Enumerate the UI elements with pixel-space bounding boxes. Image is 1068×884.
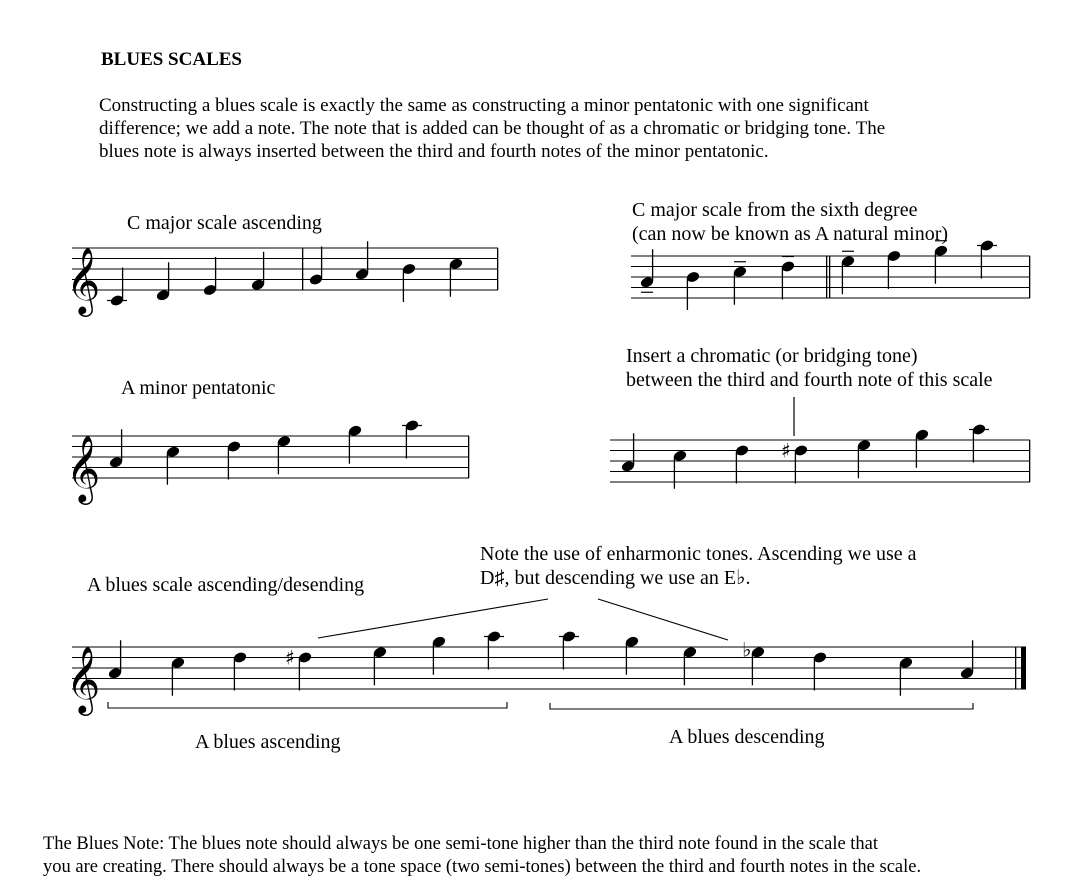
final-barline — [1021, 647, 1026, 689]
label-line: (can now be known as A natural minor) — [632, 223, 949, 245]
staff-pentatonic-with-blue-note — [610, 440, 1030, 482]
barline — [302, 248, 303, 290]
intro-line: blues note is always inserted between the third and fourth notes of the minor pentatonic. — [99, 141, 769, 162]
staff-a-blues-scale — [72, 647, 1026, 689]
page-heading: BLUES SCALES — [101, 49, 242, 70]
sharp-icon: ♯ — [781, 438, 791, 463]
barline — [826, 256, 827, 298]
treble-clef-icon: 𝄞 — [66, 434, 101, 502]
label-a-blues-descending: A blues descending — [669, 726, 825, 748]
pointer-line — [318, 599, 548, 638]
bracket-ascending — [108, 702, 507, 708]
intro-line: difference; we add a note. The note that is added can be thought of as a chromatic or bridging tone. The — [99, 118, 886, 139]
bracket-descending — [550, 703, 973, 709]
sharp-icon: ♯ — [285, 645, 295, 670]
label-line: D♯, but descending we use an E♭. — [480, 567, 751, 589]
staff-c-major-ascending — [72, 248, 498, 290]
barline — [1015, 647, 1016, 689]
footer-line: you are creating. There should always be a tone space (two semi-tones) between the third and fourth notes in the scale. — [43, 856, 922, 877]
treble-clef-icon: 𝄞 — [66, 645, 101, 713]
label-line: Note the use of enharmonic tones. Ascending we use a — [480, 543, 917, 565]
label-line: Insert a chromatic (or bridging tone) — [626, 345, 918, 367]
label-c-major-ascending: C major scale ascending — [127, 212, 322, 234]
staff-a-minor-pentatonic — [72, 436, 469, 478]
label-a-minor-pentatonic: A minor pentatonic — [121, 377, 276, 399]
end-barline — [1029, 256, 1030, 298]
end-barline — [1029, 440, 1030, 482]
treble-clef-icon: 𝄞 — [66, 246, 101, 314]
label-a-blues-ascending: A blues ascending — [195, 731, 341, 753]
label-line: between the third and fourth note of this scale — [626, 369, 993, 391]
label-line: C major scale from the sixth degree — [632, 199, 918, 221]
end-barline — [497, 248, 498, 290]
intro-line: Constructing a blues scale is exactly the same as constructing a minor pentatonic with one significant — [99, 95, 869, 116]
end-barline — [468, 436, 469, 478]
flat-icon: ♭ — [742, 637, 752, 662]
barline — [829, 256, 830, 298]
label-a-blues-scale: A blues scale ascending/desending — [87, 574, 365, 596]
footer-line: The Blues Note: The blues note should always be one semi-tone higher than the third note found in the scale that — [43, 834, 879, 854]
pointer-line — [598, 599, 728, 640]
